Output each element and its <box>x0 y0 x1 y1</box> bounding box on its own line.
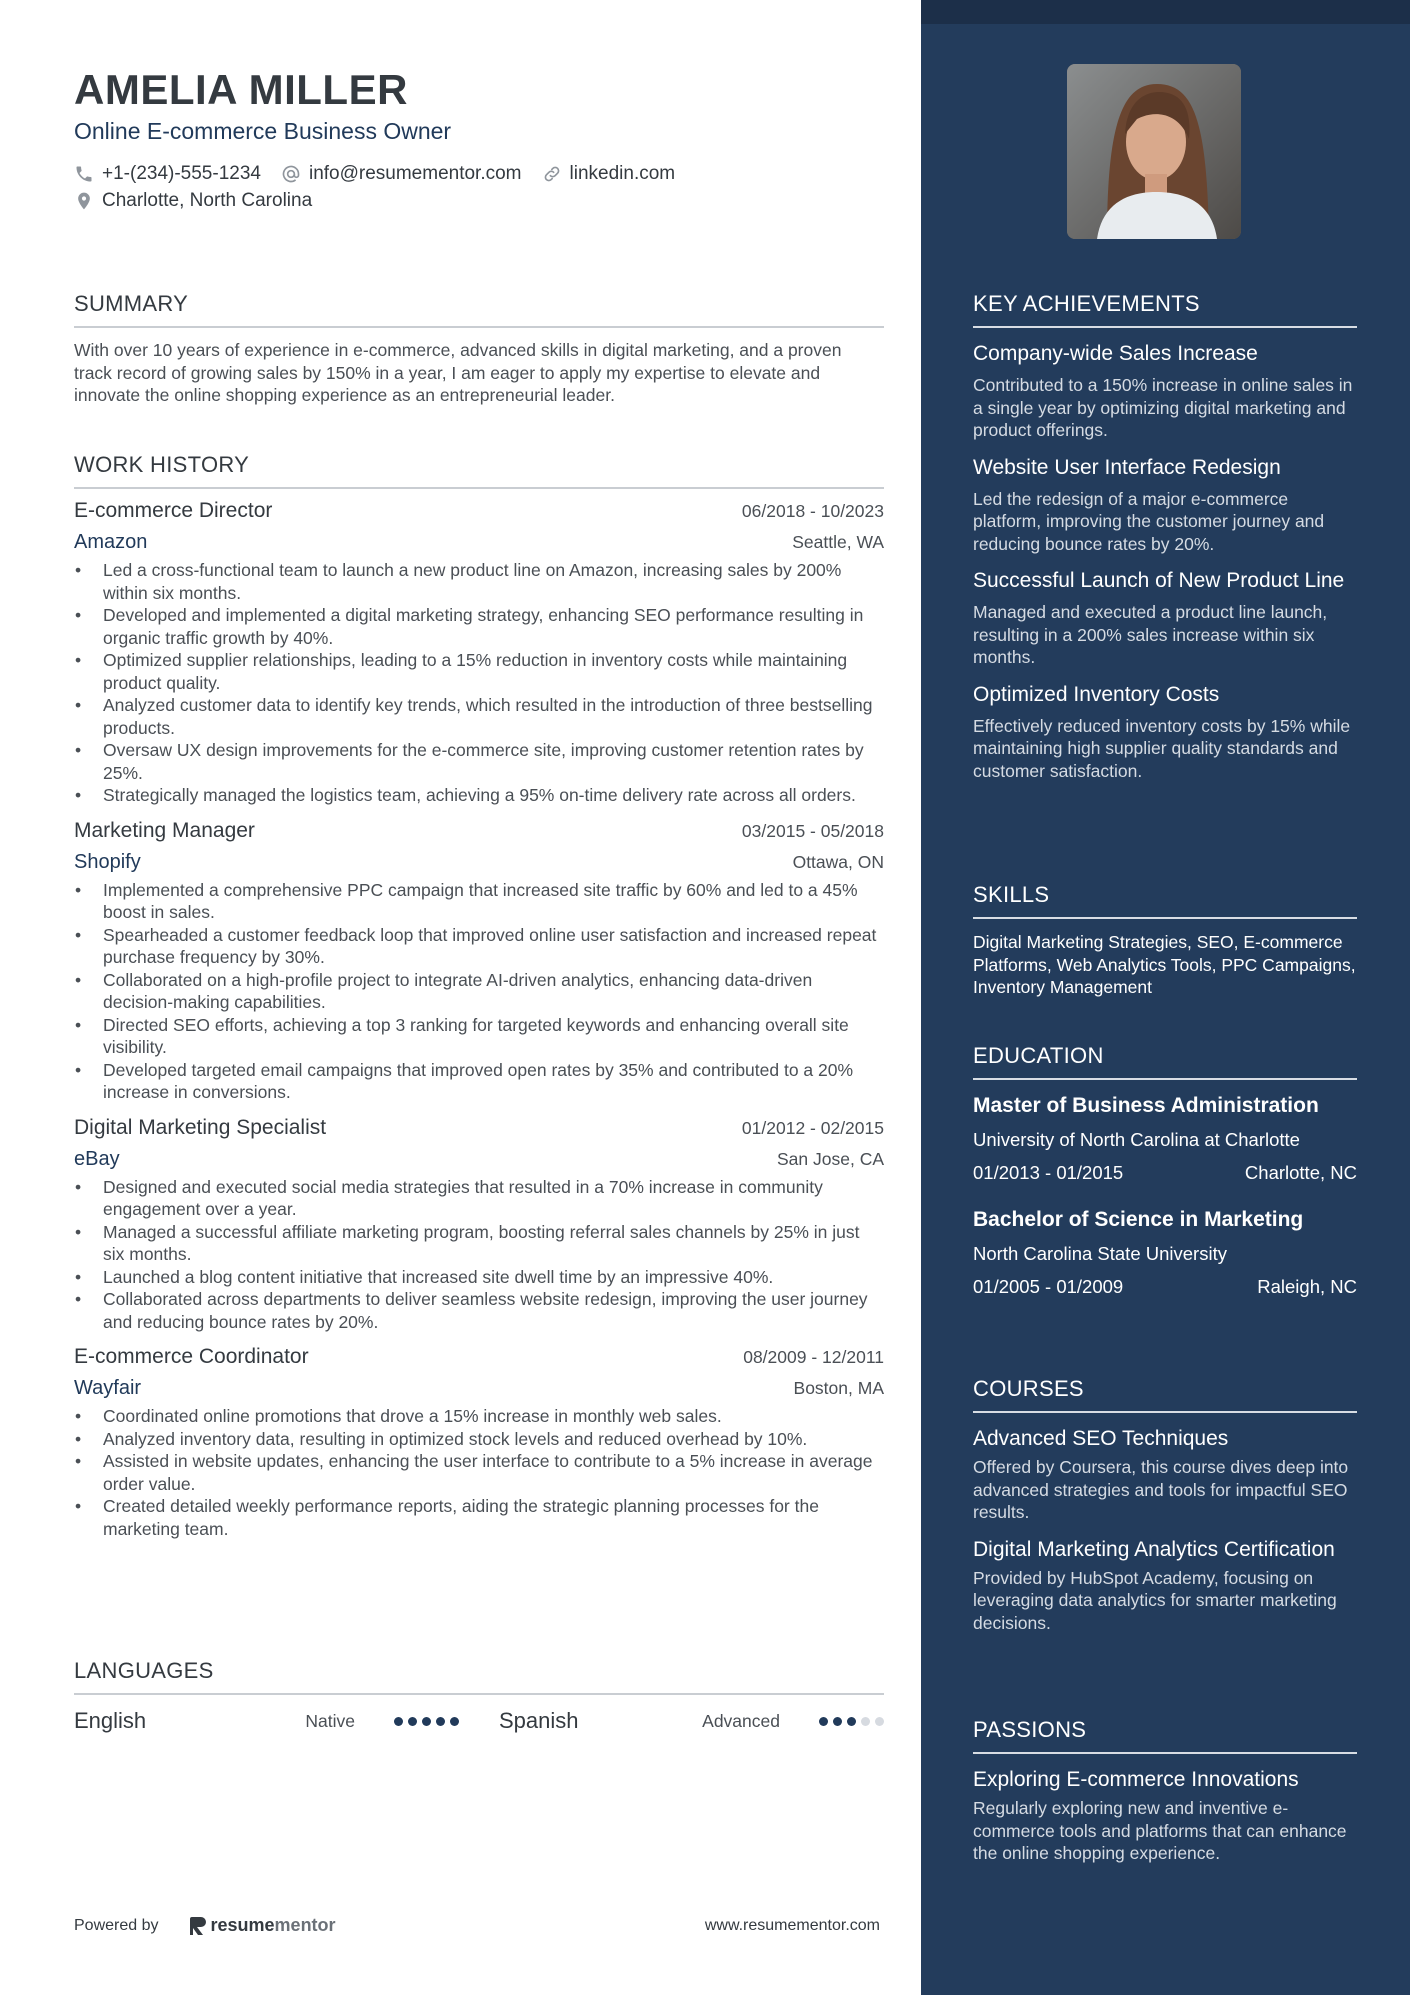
summary-heading: SUMMARY <box>74 291 884 328</box>
logo-mark-icon <box>189 1916 207 1936</box>
passion-item <box>973 1766 1357 1865</box>
passions-heading: PASSIONS <box>973 1717 1357 1754</box>
job-bullets <box>74 879 884 1104</box>
job-bullet: • Analyzed inventory data, resulting in optimized stock levels and reduced overhead by 10%. <box>74 1428 884 1451</box>
job-bullets <box>74 1176 884 1334</box>
job-entry <box>74 499 884 807</box>
work-history-heading: WORK HISTORY <box>74 452 884 489</box>
languages-heading: LANGUAGES <box>74 1658 884 1695</box>
achievement-item <box>973 681 1357 783</box>
job-title: Marketing Manager <box>74 818 255 842</box>
education-section <box>973 1043 1357 1298</box>
job-bullet: • Oversaw UX design improvements for the e-commerce site, improving customer retention rates by 25%. <box>74 739 884 784</box>
education-school: University of North Carolina at Charlotte <box>973 1129 1300 1150</box>
job-bullet: • Developed targeted email campaigns that improved open rates by 35% and contributed to a 20% increase in conversions. <box>74 1059 884 1104</box>
job-bullet: • Developed and implemented a digital marketing strategy, enhancing SEO performance resulting in organic traffic growth by 40%. <box>74 604 884 649</box>
course-item <box>973 1425 1357 1524</box>
job-bullet: • Strategically managed the logistics team, achieving a 95% on-time delivery rate across all orders. <box>74 784 884 807</box>
job-company: Wayfair <box>74 1377 142 1399</box>
achievement-desc: Effectively reduced inventory costs by 15% while maintaining high supplier quality standards and customer satisfaction. <box>973 715 1351 781</box>
rating-dot-filled <box>422 1717 431 1726</box>
at-icon <box>281 164 301 184</box>
education-dates: 01/2005 - 01/2009 <box>973 1276 1124 1297</box>
courses-section <box>973 1376 1357 1634</box>
education-degree: Bachelor of Science in Marketing <box>973 1208 1304 1231</box>
job-entry <box>74 1345 884 1540</box>
summary-text: With over 10 years of experience in e-commerce, advanced skills in digital marketing, and a proven track record of growing sales by 150% in a year, I am eager to apply my expertise to elevate and innovate the online shopping experience as an entrepreneurial leader. <box>74 340 842 405</box>
footer <box>74 1915 880 1936</box>
rating-dot-empty <box>861 1717 870 1726</box>
language-rating <box>814 1717 884 1726</box>
job-dates: 06/2018 - 10/2023 <box>741 501 884 521</box>
contact-linkedin[interactable]: linkedin.com <box>542 163 676 185</box>
language-level: Advanced <box>702 1710 780 1731</box>
education-item <box>973 1092 1357 1184</box>
education-location: Raleigh, NC <box>1257 1276 1357 1297</box>
job-title: E-commerce Coordinator <box>74 1345 309 1368</box>
job-title: E-commerce Director <box>74 499 273 522</box>
location-pin-icon <box>74 191 94 211</box>
job-bullet: • Managed a successful affiliate marketing program, boosting referral sales channels by 25% in just six months. <box>74 1221 884 1266</box>
rating-dot-filled <box>394 1717 403 1726</box>
achievement-title: Website User Interface Redesign <box>973 455 1281 479</box>
skills-section <box>973 882 1357 999</box>
rating-dot-filled <box>450 1717 459 1726</box>
language-item <box>499 1708 884 1734</box>
job-bullets <box>74 1405 884 1540</box>
achievement-item <box>973 454 1357 556</box>
contact-email[interactable]: info@resumementor.com <box>281 163 522 185</box>
rating-dot-filled <box>833 1717 842 1726</box>
footer-website[interactable]: www.resumementor.com <box>704 1916 880 1934</box>
work-history-section <box>74 452 884 1540</box>
course-title: Digital Marketing Analytics Certification <box>973 1537 1335 1561</box>
resumementor-logo[interactable]: resume mentor <box>189 1915 336 1936</box>
skills-heading: SKILLS <box>973 882 1357 919</box>
job-bullet: • Led a cross-functional team to launch a new product line on Amazon, increasing sales by 200% within six months. <box>74 559 884 604</box>
job-location: Seattle, WA <box>792 532 884 552</box>
job-bullet: • Collaborated on a high-profile project to integrate AI-driven analytics, enhancing data-driven decision-making capabilities. <box>74 969 884 1014</box>
language-level: Native <box>305 1710 355 1731</box>
job-bullet: • Optimized supplier relationships, leading to a 15% reduction in inventory costs while maintaining product quality. <box>74 649 884 694</box>
job-company: eBay <box>74 1147 120 1170</box>
candidate-title: Online E-commerce Business Owner <box>74 118 452 144</box>
job-title: Digital Marketing Specialist <box>74 1115 327 1139</box>
education-school: North Carolina State University <box>973 1243 1227 1264</box>
job-location: Boston, MA <box>793 1378 884 1398</box>
job-entry <box>74 1116 884 1334</box>
achievement-desc: Contributed to a 150% increase in online sales in a single year by optimizing digital marketing and product offerings. <box>973 375 1353 440</box>
job-bullet: • Designed and executed social media strategies that resulted in a 70% increase in community engagement over a year. <box>74 1176 884 1221</box>
achievement-title: Successful Launch of New Product Line <box>973 569 1345 592</box>
rating-dot-filled <box>819 1717 828 1726</box>
rating-dot-filled <box>436 1717 445 1726</box>
language-name: English <box>74 1708 147 1733</box>
education-degree: Master of Business Administration <box>973 1094 1319 1117</box>
job-bullet: • Directed SEO efforts, achieving a top 3 ranking for targeted keywords and enhancing overall site visibility. <box>74 1014 884 1059</box>
course-desc: Provided by HubSpot Academy, focusing on leveraging data analytics for smarter marketing decisions. <box>973 1567 1337 1633</box>
passions-section <box>973 1717 1357 1865</box>
job-entry <box>74 819 884 1104</box>
achievements-heading: KEY ACHIEVEMENTS <box>973 291 1357 328</box>
rating-dot-filled <box>408 1717 417 1726</box>
job-bullet: • Coordinated online promotions that drove a 15% increase in monthly web sales. <box>74 1405 884 1428</box>
course-item <box>973 1536 1357 1635</box>
job-location: San Jose, CA <box>777 1148 884 1169</box>
language-item <box>74 1708 459 1734</box>
job-bullet: • Analyzed customer data to identify key trends, which resulted in the introduction of three bestselling products. <box>74 694 884 739</box>
job-bullet: • Collaborated across departments to deliver seamless website redesign, improving the user journey and reducing bounce rates by 20%. <box>74 1288 884 1333</box>
achievements-section <box>973 291 1357 782</box>
rating-dot-empty <box>875 1717 884 1726</box>
job-bullet: • Created detailed weekly performance reports, aiding the strategic planning processes for the marketing team. <box>74 1495 884 1540</box>
achievement-desc: Led the redesign of a major e-commerce platform, improving the customer journey and reducing bounce rates by 20%. <box>973 488 1325 554</box>
job-bullet: • Spearheaded a customer feedback loop that improved online user satisfaction and increased repeat purchase frequency by 30%. <box>74 924 884 969</box>
course-desc: Offered by Coursera, this course dives deep into advanced strategies and tools for impactful SEO results. <box>973 1457 1349 1522</box>
profile-photo <box>1067 64 1241 239</box>
contact-info <box>74 160 695 214</box>
achievement-desc: Managed and executed a product line launch, resulting in a 200% sales increase within six months. <box>973 602 1328 667</box>
link-icon <box>542 164 562 184</box>
achievement-title: Company-wide Sales Increase <box>973 342 1258 365</box>
education-heading: EDUCATION <box>973 1043 1357 1080</box>
language-name: Spanish <box>499 1708 579 1733</box>
achievement-item <box>973 340 1357 442</box>
education-dates: 01/2013 - 01/2015 <box>973 1162 1124 1183</box>
job-company: Amazon <box>74 531 148 553</box>
job-company: Shopify <box>74 850 141 873</box>
job-location: Ottawa, ON <box>792 851 884 872</box>
candidate-name: AMELIA MILLER <box>74 66 408 113</box>
passion-desc: Regularly exploring new and inventive e-commerce tools and platforms that can enhance the online shopping experience. <box>973 1798 1347 1863</box>
rating-dot-filled <box>847 1717 856 1726</box>
languages-section <box>74 1658 884 1736</box>
language-rating <box>389 1717 459 1726</box>
phone-icon <box>74 164 94 184</box>
passion-title: Exploring E-commerce Innovations <box>973 1768 1299 1791</box>
job-bullet: • Launched a blog content initiative that increased site dwell time by an impressive 40%. <box>74 1266 884 1289</box>
powered-by: Powered by resume mentor <box>74 1915 336 1935</box>
skills-text: Digital Marketing Strategies, SEO, E-commerce Platforms, Web Analytics Tools, PPC Campaigns, Inventory Management <box>973 932 1356 997</box>
job-dates: 01/2012 - 02/2015 <box>741 1117 884 1138</box>
job-bullets <box>74 559 884 807</box>
education-location: Charlotte, NC <box>1244 1162 1357 1183</box>
contact-phone[interactable]: +1-(234)-555-1234 <box>74 163 261 185</box>
contact-location: Charlotte, North Carolina <box>74 190 312 212</box>
sidebar-column <box>921 0 1410 1995</box>
education-item <box>973 1206 1357 1298</box>
achievement-title: Optimized Inventory Costs <box>973 682 1220 706</box>
achievement-item <box>973 567 1357 669</box>
job-dates: 03/2015 - 05/2018 <box>741 820 884 841</box>
job-bullet: • Implemented a comprehensive PPC campaign that increased site traffic by 60% and led to a 45% boost in sales. <box>74 879 884 924</box>
courses-heading: COURSES <box>973 1376 1357 1413</box>
job-dates: 08/2009 - 12/2011 <box>743 1347 884 1367</box>
job-bullet: • Assisted in website updates, enhancing the user interface to contribute to a 5% increase in average order value. <box>74 1450 884 1495</box>
course-title: Advanced SEO Techniques <box>973 1427 1229 1450</box>
sidebar-top-bar <box>921 0 1410 24</box>
summary-section <box>74 291 884 407</box>
